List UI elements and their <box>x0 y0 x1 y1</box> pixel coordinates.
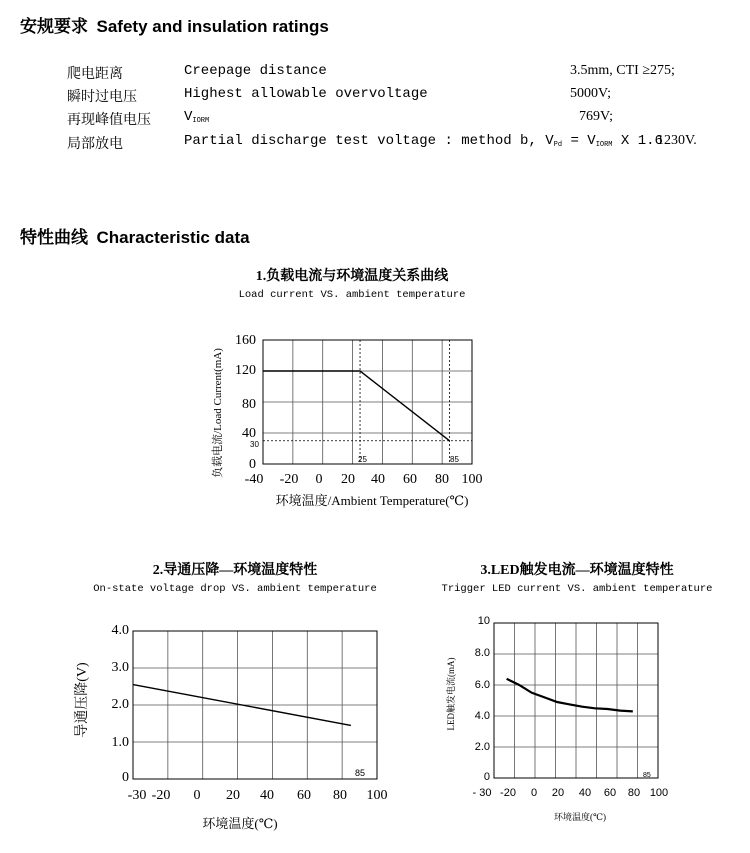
x-tick-label: 60 <box>403 472 417 487</box>
chart-annotation: 85 <box>643 772 651 779</box>
x-tick-label: 20 <box>551 787 565 799</box>
chart-annotation: 30 <box>250 440 259 449</box>
row-value: 769V; <box>579 109 613 124</box>
pd-text-mid: = V <box>562 133 596 149</box>
characteristic-title-cn: 特性曲线 <box>20 228 88 247</box>
x-tick-label: -20 <box>151 788 171 803</box>
y-tick-label: 3.0 <box>111 660 129 675</box>
chart-title: 1.负载电流与环境温度关系曲线 <box>255 269 449 284</box>
x-tick-label: 100 <box>461 472 483 487</box>
y-tick-label: 10 <box>477 615 490 627</box>
y-tick-label: 8.0 <box>474 647 490 659</box>
x-tick-label: 0 <box>193 788 201 803</box>
x-tick-label: 0 <box>315 472 323 487</box>
x-tick-label: -20 <box>279 472 299 487</box>
x-axis-label: 环境温度(℃) <box>553 812 607 822</box>
safety-title-cn: 安规要求 <box>20 17 88 36</box>
pd-text-suffix: X 1.6 <box>612 133 663 149</box>
x-tick-label: 40 <box>578 787 592 799</box>
chart-annotation: 85 <box>450 455 459 464</box>
safety-title-en: Safety and insulation ratings <box>96 17 329 36</box>
row-label-en: Highest allowable overvoltage <box>184 86 428 102</box>
series-line <box>507 679 633 712</box>
x-tick-label: 20 <box>341 472 355 487</box>
x-tick-label: 60 <box>603 787 617 799</box>
y-tick-label: 0 <box>122 770 129 785</box>
series-line <box>263 371 450 441</box>
x-tick-label: -30 <box>127 788 147 803</box>
chart-subtitle: Load current VS. ambient temperature <box>238 289 466 301</box>
x-tick-label: 40 <box>371 472 385 487</box>
y-tick-label: 0 <box>483 771 490 783</box>
x-tick-label: 60 <box>297 788 311 803</box>
chart-title: 3.LED触发电流—环境温度特性 <box>480 563 674 578</box>
x-axis-label: 环境温度(℃) <box>202 816 278 831</box>
characteristic-title-en: Characteristic data <box>96 228 250 247</box>
chart-annotation: 25 <box>358 455 367 464</box>
y-tick-label: 120 <box>235 363 256 378</box>
chart-subtitle: Trigger LED current VS. ambient temperature <box>441 583 713 595</box>
row-label-cn: 瞬时过电压 <box>67 90 137 105</box>
y-tick-label: 6.0 <box>474 679 490 691</box>
row-value: 3.5mm, CTI ≥275; <box>570 63 675 78</box>
y-tick-label: 40 <box>242 426 256 441</box>
row-label-en: Creepage distance <box>184 63 327 79</box>
x-tick-label: 100 <box>366 788 388 803</box>
row-label-cn: 再现峰值电压 <box>67 113 151 128</box>
y-tick-label: 4.0 <box>111 623 129 638</box>
chart-annotation: 85 <box>355 768 366 778</box>
x-tick-label: 80 <box>333 788 347 803</box>
pd-subscript: Pd <box>553 141 563 149</box>
x-tick-label: 80 <box>627 787 641 799</box>
y-tick-label: 80 <box>242 397 256 412</box>
row-label-cn: 爬电距离 <box>67 67 123 82</box>
row-label-cn: 局部放电 <box>67 137 123 152</box>
viorm-subscript: IORM <box>595 141 613 149</box>
viorm-subscript: IORM <box>192 117 210 125</box>
row-value: 1230V. <box>657 133 697 148</box>
y-axis-label: 负载电流/Load Current(mA) <box>212 348 224 478</box>
x-tick-label: 40 <box>260 788 274 803</box>
y-tick-label: 1.0 <box>111 735 129 750</box>
y-tick-label: 160 <box>235 333 256 348</box>
y-axis-label: LED触发电流(mA) <box>446 657 456 731</box>
chart-subtitle: On-state voltage drop VS. ambient temperature <box>93 583 377 595</box>
y-tick-label: 0 <box>249 457 256 472</box>
x-axis-label: 环境温度/Ambient Temperature(℃) <box>275 493 469 508</box>
x-tick-label: -40 <box>244 472 264 487</box>
y-tick-label: 2.0 <box>474 741 490 753</box>
pd-text-prefix: Partial discharge test voltage : method b, V <box>184 133 554 149</box>
y-tick-label: 2.0 <box>111 697 129 712</box>
x-tick-label: - 30 <box>472 787 492 799</box>
chart-title: 2.导通压降—环境温度特性 <box>152 563 318 578</box>
x-tick-label: 20 <box>226 788 240 803</box>
x-tick-label: 80 <box>435 472 449 487</box>
x-tick-label: -20 <box>500 787 516 799</box>
x-tick-label: 0 <box>530 787 538 799</box>
y-tick-label: 4.0 <box>474 710 490 722</box>
row-value: 5000V; <box>570 86 611 101</box>
y-axis-label: 导通压降(V) <box>75 662 90 738</box>
x-tick-label: 100 <box>649 787 669 799</box>
viorm-symbol: V <box>184 109 193 125</box>
